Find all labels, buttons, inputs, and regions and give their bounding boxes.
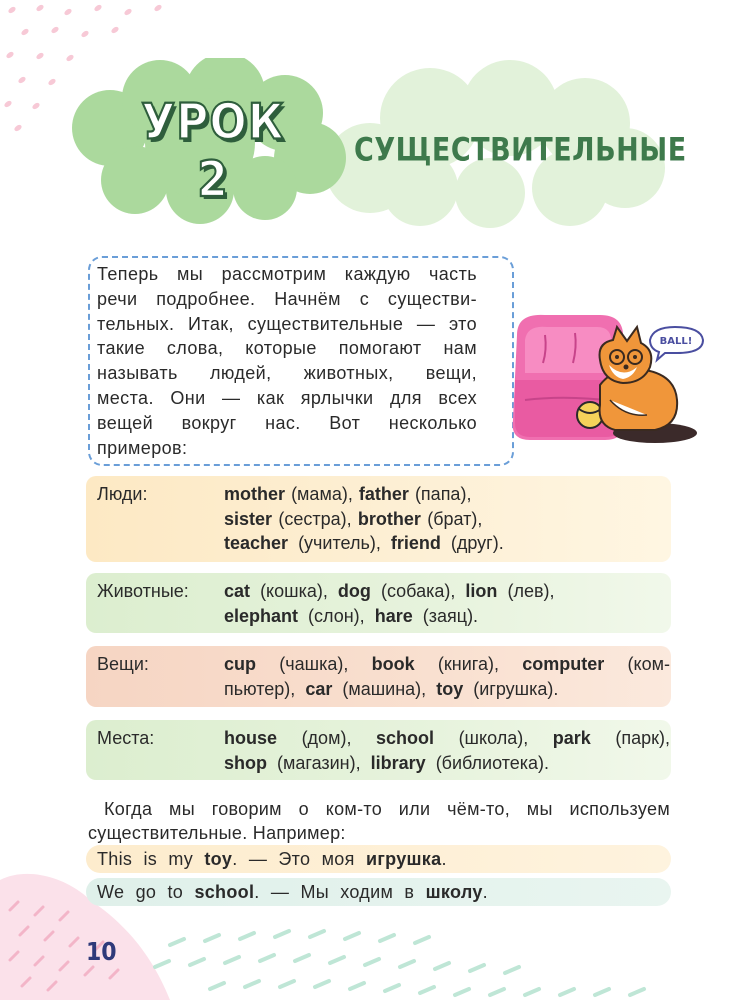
example-text: . (441, 849, 447, 869)
noun-ru: (слон), (308, 605, 365, 626)
noun-ru: пьютер), (224, 678, 296, 699)
example-text: We go to (97, 882, 184, 902)
decorative-dashes-bottom (150, 925, 670, 1000)
noun-en: sister (224, 508, 273, 529)
noun-ru: (собака), (380, 581, 456, 601)
intro-line: места. Они — как ярлычки для всех (97, 387, 477, 408)
noun-en: house (224, 728, 278, 748)
example-bold-ru: игрушка (365, 849, 442, 869)
example-2-sentence (97, 882, 488, 903)
noun-en: cup (224, 654, 257, 674)
noun-ru: (брат), (427, 508, 483, 529)
noun-en: lion (465, 581, 498, 601)
noun-ru: (книга), (437, 654, 499, 674)
intro-line: такие слова, которые помогают нам (97, 338, 477, 359)
noun-en: father (358, 484, 409, 504)
noun-en: teacher (224, 533, 289, 553)
category-line (224, 751, 670, 776)
example-bold-ru: школу (425, 882, 483, 902)
outro-paragraph (88, 797, 670, 845)
noun-en: library (370, 752, 426, 773)
noun-ru: (игрушка). (473, 678, 559, 699)
category-label-people: Люди: (97, 484, 148, 504)
noun-ru: (лев), (507, 581, 555, 601)
lesson-title: УРОК 2 (141, 93, 285, 209)
noun-en: park (552, 728, 591, 748)
category-line (224, 579, 670, 604)
noun-ru: (друг). (450, 533, 504, 553)
noun-ru: (машина), (342, 678, 427, 699)
category-line (224, 482, 670, 507)
category-line (224, 677, 670, 702)
noun-en: brother (357, 508, 421, 529)
noun-en: dog (337, 581, 371, 601)
intro-paragraph (97, 262, 477, 460)
lesson-subtitle: СУЩЕСТВИТЕЛЬНЫЕ (354, 131, 687, 170)
noun-en: shop (224, 752, 267, 773)
category-items-people (224, 482, 670, 556)
category-items-animals (224, 579, 670, 628)
noun-en: elephant (224, 605, 299, 626)
intro-line: речи подробнее. Начнём с существи- (97, 288, 477, 309)
example-bold-en: toy (204, 849, 233, 869)
category-line (224, 604, 670, 629)
example-text: . — Мы ходим в (254, 882, 415, 902)
example-text: . — Это моя (232, 849, 355, 869)
intro-line: Теперь мы рассмотрим каждую часть (97, 264, 477, 284)
speech-bubble-text: BALL! (659, 336, 693, 347)
category-line (224, 652, 670, 677)
noun-ru: (учитель), (298, 533, 381, 553)
intro-line: примеров: (97, 437, 188, 458)
example-text: This is my (97, 849, 193, 869)
category-label-things: Вещи: (97, 654, 149, 674)
category-label-animals: Животные: (97, 581, 189, 601)
example-text: . (482, 882, 488, 902)
noun-ru: (заяц). (422, 605, 479, 626)
category-line (224, 726, 670, 751)
noun-en: toy (436, 678, 464, 699)
category-line (224, 531, 670, 556)
noun-ru: (сестра), (278, 508, 352, 529)
example-1-sentence (97, 849, 447, 870)
noun-en: school (376, 728, 435, 748)
noun-ru: (кошка), (260, 581, 328, 601)
noun-ru: (чашка), (279, 654, 349, 674)
category-items-places (224, 726, 670, 775)
category-items-things (224, 652, 670, 701)
noun-en: mother (224, 484, 286, 504)
noun-ru: (дом), (301, 728, 352, 748)
intro-line: вещей вокруг нас. Вот несколько (97, 412, 477, 433)
noun-ru: (папа), (414, 484, 472, 504)
category-line (224, 507, 670, 532)
outro-line: существительные. Например: (88, 823, 346, 843)
noun-en: hare (374, 605, 413, 626)
noun-ru: (парк), (615, 728, 670, 748)
noun-en: friend (390, 533, 441, 553)
noun-ru: (школа), (458, 728, 529, 748)
page-number: 10 (86, 938, 117, 967)
noun-ru: (библиотека). (435, 752, 550, 773)
noun-ru: (магазин), (277, 752, 361, 773)
example-bold-en: school (194, 882, 255, 902)
corgi-sofa-illustration (505, 305, 715, 450)
noun-en: car (305, 678, 333, 699)
noun-en: cat (224, 581, 251, 601)
intro-line: тельных. Итак, существительные — это (97, 313, 477, 334)
noun-ru: (ком- (627, 654, 670, 674)
noun-en: computer (522, 654, 605, 674)
noun-en: book (371, 654, 415, 674)
intro-line: называть людей, животных, вещи, (97, 363, 477, 384)
outro-line: Когда мы говорим о ком-то или чём-то, мы используем (104, 799, 670, 819)
category-label-places: Места: (97, 728, 155, 748)
noun-ru: (мама), (291, 484, 353, 504)
